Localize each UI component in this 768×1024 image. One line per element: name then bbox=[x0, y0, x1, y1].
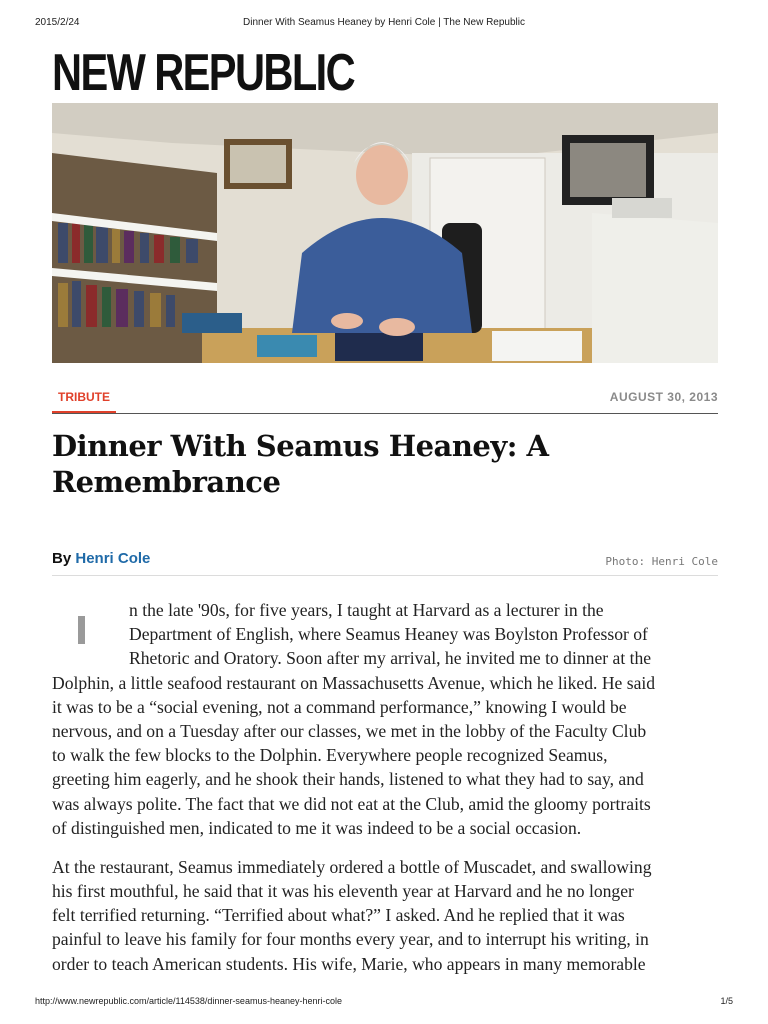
article-date: AUGUST 30, 2013 bbox=[609, 390, 718, 404]
title-line-1: Dinner With Seamus Heaney: A bbox=[52, 429, 549, 463]
print-footer bbox=[35, 996, 733, 1010]
text-line: At the restaurant, Seamus immediately ordered a bottle of Muscadet, and swallowing bbox=[52, 856, 652, 877]
site-logo[interactable]: NEW REPUBLIC bbox=[52, 44, 355, 102]
text-line: it was to be a “social evening, not a command performance,” knowing I would be bbox=[52, 696, 627, 717]
article-meta bbox=[52, 388, 718, 414]
text-line: n the late '90s, for five years, I taught at Harvard as a lecturer in the bbox=[129, 600, 604, 620]
text-line: order to teach American students. His wife, Marie, who appears in many memorable bbox=[52, 953, 646, 974]
photo-credit: Photo: Henri Cole bbox=[605, 555, 718, 568]
drop-cap bbox=[78, 616, 85, 644]
print-page-number: 1/5 bbox=[720, 996, 733, 1006]
article-title bbox=[52, 428, 612, 500]
text-line: to walk the few blocks to the Dolphin. Everywhere people recognized Seamus, bbox=[52, 745, 608, 766]
text-line: greeting him eagerly, and he shook their hands, listened to what they had to say, and bbox=[52, 769, 644, 790]
text-line: Dolphin, a little seafood restaurant on Massachusetts Avenue, which he liked. He said bbox=[52, 672, 656, 693]
byline-prefix: By bbox=[52, 550, 72, 567]
paragraph bbox=[52, 855, 718, 976]
author-link[interactable]: Henri Cole bbox=[75, 550, 151, 567]
print-header bbox=[35, 17, 733, 31]
text-line: his first mouthful, he said that it was his eleventh year at Harvard and he no longer bbox=[52, 881, 634, 902]
text-line: was always polite. The fact that we did not eat at the Club, amid the gloomy portraits bbox=[52, 793, 651, 814]
category-tag[interactable]: TRIBUTE bbox=[52, 388, 116, 413]
hero-photo bbox=[52, 103, 718, 363]
article-body bbox=[52, 598, 718, 976]
text-line: Department of English, where Seamus Heaney was Boylston Professor of bbox=[129, 624, 648, 645]
print-page-title: Dinner With Seamus Heaney by Henri Cole | The New Republic bbox=[243, 17, 525, 28]
print-date: 2015/2/24 bbox=[35, 17, 80, 28]
byline-row bbox=[52, 548, 718, 576]
text-line: nervous, and on a Tuesday after our classes, we met in the lobby of the Faculty Club bbox=[52, 720, 647, 741]
text-line: of distinguished men, indicated to me it was indeed to be a social occasion. bbox=[52, 817, 582, 838]
text-line: painful to leave his family for four months every year, and to interrupt his writing, in bbox=[52, 929, 649, 950]
text-line: Rhetoric and Oratory. Soon after my arrival, he invited me to dinner at the bbox=[129, 648, 652, 669]
text-line: felt terrified returning. “Terrified about what?” I asked. And he replied that it was bbox=[52, 905, 625, 926]
hero-photo-illustration bbox=[52, 103, 718, 363]
byline bbox=[52, 550, 150, 567]
paragraph bbox=[52, 598, 718, 840]
print-url: http://www.newrepublic.com/article/114538/dinner-seamus-heaney-henri-cole bbox=[35, 996, 342, 1006]
title-line-2: Remembrance bbox=[52, 465, 281, 499]
